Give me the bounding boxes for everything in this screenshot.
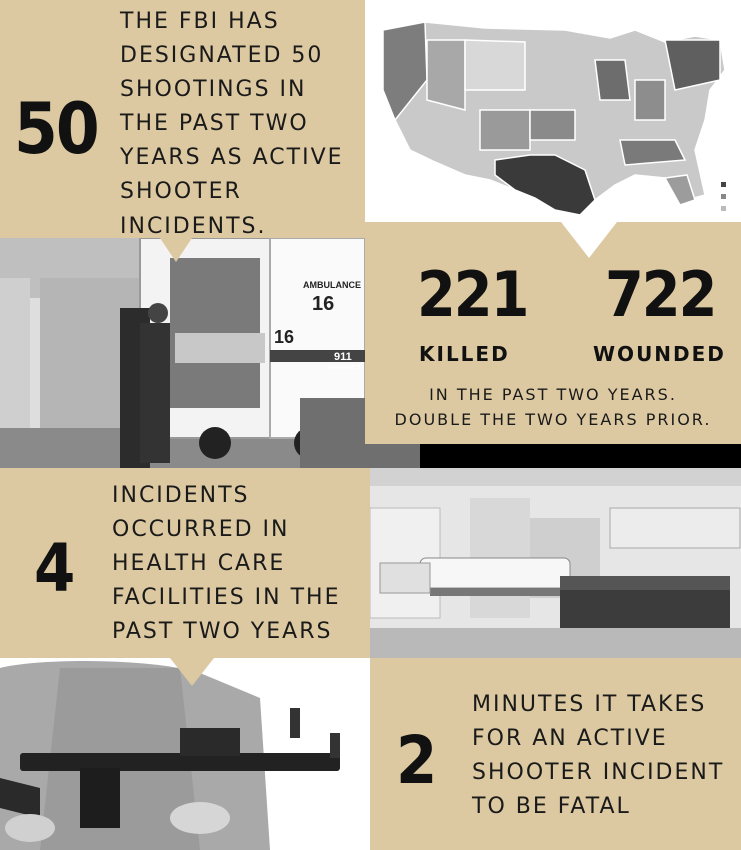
stat-4-panel	[0, 468, 370, 658]
text-line: HEALTH CARE	[112, 551, 286, 576]
rifle-photo	[0, 658, 370, 850]
stat-4-number: 4	[34, 530, 74, 607]
ambulance-photo	[0, 238, 420, 468]
casualties-panel	[365, 222, 741, 444]
ambulance-graphic	[0, 238, 420, 468]
hospital-graphic	[370, 468, 741, 658]
text-line: TO BE FATAL	[472, 794, 631, 819]
text-line: FACILITIES IN THE	[112, 585, 341, 610]
stat-50-number: 50	[14, 88, 98, 170]
stat-2-number: 2	[396, 722, 436, 799]
text-line: SHOOTER	[120, 179, 242, 204]
text-line: YEARS AS ACTIVE	[120, 145, 344, 170]
wounded-number: 722	[605, 258, 716, 331]
wounded-label: WOUNDED	[593, 342, 726, 366]
pointer-triangle	[561, 222, 617, 258]
ambulance-911: 911	[334, 351, 352, 363]
text-line: SHOOTINGS IN	[120, 77, 307, 102]
text-line: INCIDENTS	[112, 483, 250, 508]
us-map-graphic	[365, 0, 741, 222]
text-line: PAST TWO YEARS	[112, 619, 333, 644]
stat-2-text	[472, 688, 737, 824]
us-map-image	[365, 0, 741, 222]
text-line: OCCURRED IN	[112, 517, 290, 542]
text-line: FOR AN ACTIVE	[472, 726, 668, 751]
hospital-room-photo	[370, 468, 741, 658]
text-line: THE FBI HAS	[120, 9, 280, 34]
text-line: MINUTES IT TAKES	[472, 692, 707, 717]
note-line-1: IN THE PAST TWO YEARS.	[429, 385, 677, 404]
text-line: THE PAST TWO	[120, 111, 309, 136]
stat-50-text-last-line: INCIDENTS.	[120, 214, 267, 239]
casualties-note	[365, 382, 741, 432]
text-line: DESIGNATED 50	[120, 43, 324, 68]
killed-number: 221	[417, 258, 528, 331]
ambulance-side-number: 16	[274, 327, 295, 347]
stat-2-panel	[370, 658, 741, 850]
stat-50-panel	[0, 0, 365, 238]
text-line: SHOOTER INCIDENT	[472, 760, 725, 785]
rifle-graphic	[0, 658, 370, 850]
stat-4-text	[112, 479, 370, 649]
pointer-triangle	[170, 658, 214, 686]
ambulance-plate-number: 16	[312, 293, 335, 315]
killed-label: KILLED	[419, 342, 510, 366]
ambulance-plate-word: AMBULANCE	[303, 280, 361, 290]
note-line-2: DOUBLE THE TWO YEARS PRIOR.	[394, 410, 712, 429]
stat-50-text	[120, 5, 370, 209]
ambulance-emergency: EMERGENCY	[328, 365, 361, 371]
